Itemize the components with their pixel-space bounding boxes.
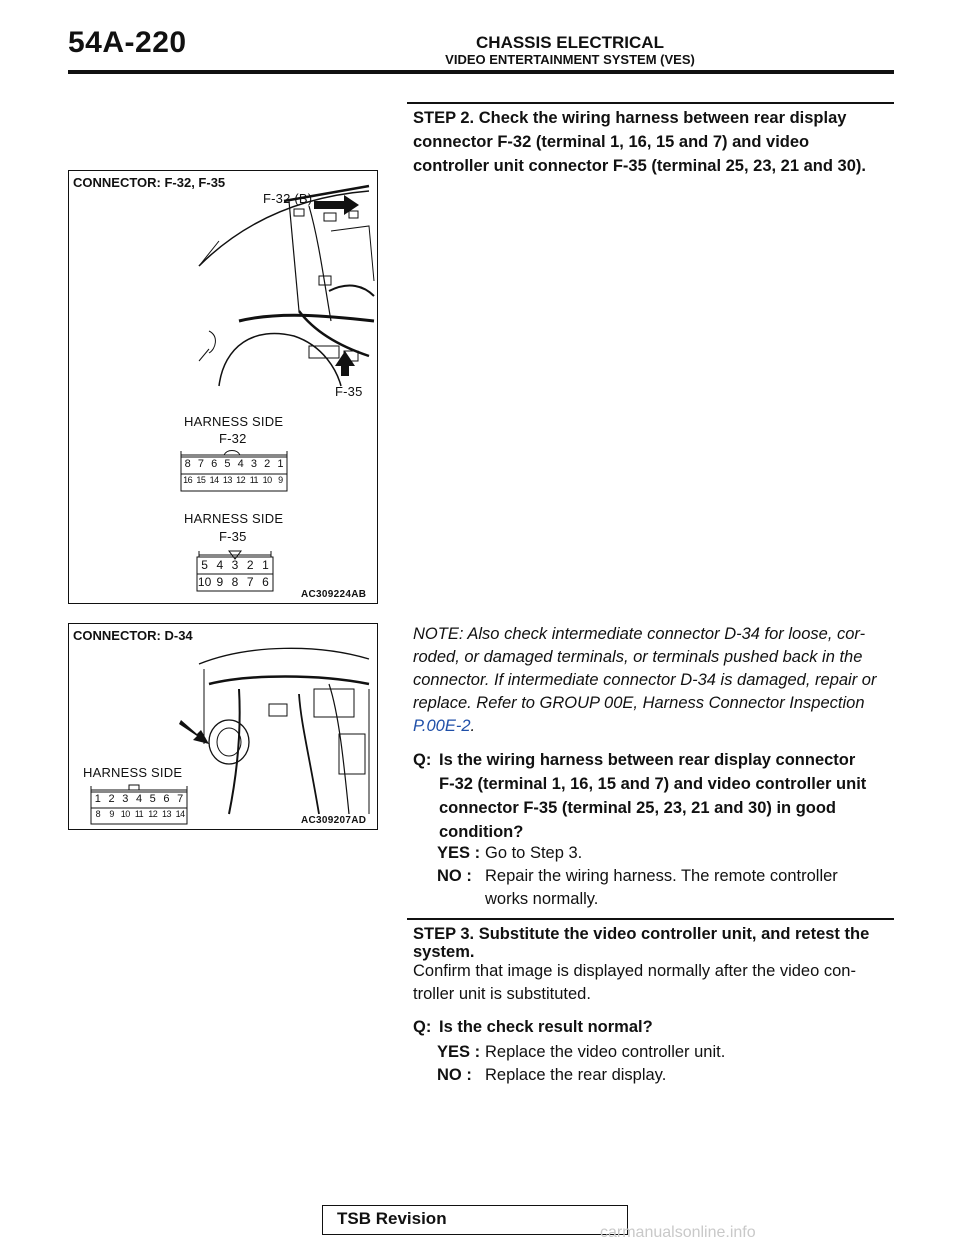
step3-title-line: STEP 3. Substitute the video controller unit, and retest the [413, 925, 870, 943]
pin: 5 [149, 793, 156, 805]
step3-body-line: Confirm that image is displayed normally after the video con- [413, 962, 856, 980]
note-line: connector. If intermediate connector D-34 is damaged, repair or [413, 671, 877, 689]
step2-question [413, 748, 893, 844]
figure-label: CONNECTOR: F-32, F-35 [73, 175, 226, 190]
pin: 9 [278, 475, 283, 485]
question-line: condition? [439, 823, 524, 841]
no-label: NO : [437, 1066, 472, 1084]
no-text [485, 865, 893, 911]
pin: 14 [175, 809, 185, 819]
figure-connector-d34 [68, 623, 378, 830]
note-line: replace. Refer to GROUP 00E, Harness Connector Inspection [413, 694, 865, 712]
step3-answer-yes [437, 1041, 893, 1064]
pin: 6 [163, 793, 170, 805]
pin: 5 [201, 558, 208, 572]
pin: 7 [246, 575, 254, 589]
pin: 7 [177, 793, 184, 805]
pin: 16 [183, 475, 193, 485]
step3-title-line: system. [413, 943, 475, 961]
pin: 4 [237, 458, 244, 470]
yes-text: Go to Step 3. [485, 844, 583, 862]
pin: 12 [148, 809, 158, 819]
note-line: NOTE: Also check intermediate connector D-34 for loose, cor- [413, 625, 866, 643]
question-line: connector F-35 (terminal 25, 23, 21 and 30) in good [439, 799, 837, 817]
harness-side-label: HARNESS SIDE [184, 511, 284, 526]
pin: 10 [120, 809, 130, 819]
step2-answer-no [437, 865, 893, 911]
pin: 11 [134, 809, 144, 819]
figure-code: AC309207AD [301, 815, 367, 826]
f35-pin-row-2 [197, 575, 273, 589]
pin: 5 [224, 458, 231, 470]
pin: 4 [216, 558, 224, 572]
pin: 9 [109, 809, 114, 819]
figure-label: CONNECTOR: D-34 [73, 628, 193, 643]
pin: 2 [264, 458, 271, 470]
no-text-line: works normally. [485, 890, 599, 908]
pin: 2 [246, 558, 254, 572]
note-line: roded, or damaged terminals, or terminals pushed back in the [413, 648, 863, 666]
question-label: Q: [413, 751, 432, 769]
f32-pin-row-1 [181, 458, 287, 470]
no-label: NO : [437, 867, 472, 885]
note-link-row: P.00E-2. [413, 717, 476, 735]
figure-code: AC309224AB [301, 589, 367, 600]
yes-text: Replace the video controller unit. [485, 1043, 726, 1061]
question-text: Is the check result normal? [439, 1018, 653, 1036]
f35-pin-row-1 [197, 558, 273, 572]
f32-pin-row-2 [181, 475, 287, 485]
pin: 14 [209, 475, 219, 485]
d34-pin-row-2 [91, 809, 187, 819]
pin: 3 [250, 458, 257, 470]
header-rule [68, 70, 894, 74]
pin: 10 [197, 575, 212, 589]
figure-connector-f32-f35 [68, 170, 378, 604]
step2-answer-yes [437, 842, 893, 865]
pin: 2 [108, 793, 115, 805]
pin: 3 [231, 558, 239, 572]
tsb-revision-label: TSB Revision [337, 1209, 447, 1228]
page-number: 54A-220 [68, 26, 187, 59]
step-rule [407, 102, 894, 104]
pin: 11 [249, 475, 259, 485]
pin: 8 [231, 575, 239, 589]
pin: 4 [135, 793, 143, 805]
harness-side-label: HARNESS SIDE [184, 414, 284, 429]
connector-name-f35: F-35 [219, 529, 247, 544]
section-subtitle: VIDEO ENTERTAINMENT SYSTEM (VES) [445, 52, 695, 67]
no-text-line: Repair the wiring harness. The remote controller [485, 867, 838, 885]
d34-pin-row-1 [91, 793, 187, 805]
pin: 10 [262, 475, 272, 485]
pin: 15 [196, 475, 206, 485]
pin: 13 [161, 809, 171, 819]
question-label: Q: [413, 1018, 432, 1036]
pin: 8 [184, 458, 191, 470]
yes-label: YES : [437, 844, 481, 862]
no-text: Replace the rear display. [485, 1066, 667, 1084]
harness-side-label: HARNESS SIDE [83, 765, 183, 780]
question-text [439, 748, 893, 844]
step2-title-line: controller unit connector F-35 (terminal 25, 23, 21 and 30). [413, 157, 866, 175]
pin: 7 [197, 458, 204, 470]
step2-title-line: STEP 2. Check the wiring harness between rear display [413, 109, 847, 127]
pin: 8 [95, 809, 101, 819]
section-title: CHASSIS ELECTRICAL [476, 33, 664, 52]
connector-name-f32: F-32 [219, 431, 247, 446]
inspection-link[interactable]: P.00E-2 [413, 717, 471, 735]
question-line: Is the wiring harness between rear display connector [439, 751, 856, 769]
yes-label: YES : [437, 1043, 481, 1061]
pin: 6 [262, 575, 269, 589]
pin: 1 [94, 793, 101, 805]
pin: 13 [222, 475, 232, 485]
step3-question [413, 1015, 893, 1039]
step3-answer-no [437, 1064, 893, 1087]
step3-body-line: troller unit is substituted. [413, 985, 591, 1003]
pin: 6 [211, 458, 218, 470]
step-rule [407, 918, 894, 920]
callout-f35: F-35 [335, 384, 363, 399]
step2-title-line: connector F-32 (terminal 1, 16, 15 and 7) and video [413, 133, 810, 151]
pin: 1 [262, 558, 269, 572]
callout-f32: F-32 (B) [263, 191, 313, 206]
pin: 3 [122, 793, 129, 805]
pin: 9 [216, 575, 224, 589]
watermark: carmanualsonline.info [600, 1224, 756, 1241]
pin: 12 [236, 475, 246, 485]
question-line: F-32 (terminal 1, 16, 15 and 7) and video controller unit [439, 775, 867, 793]
pin: 1 [277, 458, 284, 470]
